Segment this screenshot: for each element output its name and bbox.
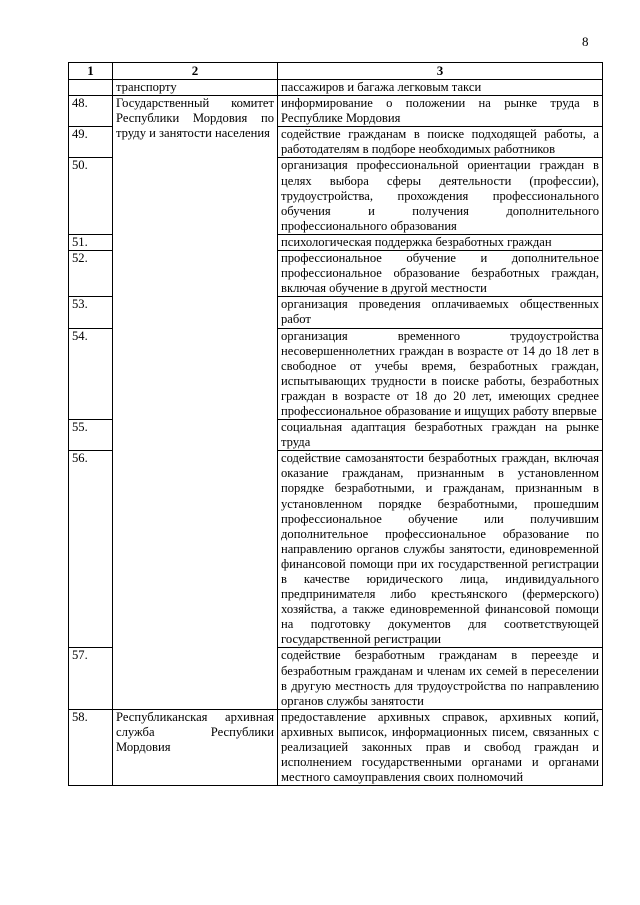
service-cell: предоставление архивных справок, архивных копий, архивных выписок, информационных писем, связанных с реализацией законных прав и свобод граждан и исполнением государственными органами и органами местного самоуправления своих полномочий — [278, 709, 603, 785]
service-cell: пассажиров и багажа легковым такси — [278, 80, 603, 96]
services-table — [68, 62, 603, 786]
continuation-row — [69, 80, 603, 96]
service-cell: социальная адаптация безработных граждан на рынке труда — [278, 420, 603, 451]
service-cell: психологическая поддержка безработных граждан — [278, 234, 603, 250]
row-number: 49. — [69, 127, 113, 158]
service-cell: содействие безработным гражданам в переезде и безработным гражданам и членам их семей в переселении в другую местность для трудоустройства по направлению органов службы занятости — [278, 648, 603, 709]
row-number: 55. — [69, 420, 113, 451]
row-number: 50. — [69, 158, 113, 234]
row-number — [69, 80, 113, 96]
service-cell: содействие самозанятости безработных граждан, включая оказание гражданам, признанным в установленном порядке безработными, и гражданам, признанным в установленном порядке безработными, прошедшим профессиональное обучение или получившим дополнительное профессиональное образование по направлению органов службы занятости, единовременной финансовой помощи при их государственной регистрации в качестве юридического лица, индивидуального предпринимателя либо крестьянского (фермерского) хозяйства, а также единовременной финансовой помощи на подготовку документов для соответствующей государственной регистрации — [278, 451, 603, 648]
service-cell: организация временного трудоустройства несовершеннолетних граждан в возрасте от 14 до 18 лет в свободное от учебы время, безработных граждан, испытывающих трудности в поиске работы, безработных граждан в возрасте от 18 до 20 лет, имеющих среднее профессиональное образование и ищущих работу впервые — [278, 328, 603, 420]
row-number: 53. — [69, 297, 113, 328]
page-number: 8 — [582, 34, 589, 49]
header-col-1: 1 — [69, 63, 113, 80]
row-number: 56. — [69, 451, 113, 648]
row-number: 57. — [69, 648, 113, 709]
header-col-3: 3 — [278, 63, 603, 80]
service-cell: содействие гражданам в поиске подходящей работы, а работодателям в подборе необходимых работников — [278, 127, 603, 158]
agency-cell: Республиканская архивная служба Республики Мордовия — [113, 709, 278, 785]
row-number: 52. — [69, 251, 113, 297]
row-number: 48. — [69, 96, 113, 127]
service-cell: информирование о положении на рынке труда в Республике Мордовия — [278, 96, 603, 127]
table-row — [69, 709, 603, 785]
agency-cell: Государственный комитет Республики Мордовия по труду и занятости населения — [113, 96, 278, 710]
agency-cell: транспорту — [113, 80, 278, 96]
service-cell: профессиональное обучение и дополнительное профессиональное образование безработных граждан, включая обучение в другой местности — [278, 251, 603, 297]
service-cell: организация профессиональной ориентации граждан в целях выбора сферы деятельности (профессии), трудоустройства, прохождения профессионального обучения и получения дополнительного профессионального образования — [278, 158, 603, 234]
row-number: 51. — [69, 234, 113, 250]
table-row — [69, 96, 603, 127]
header-row — [69, 63, 603, 80]
header-col-2: 2 — [113, 63, 278, 80]
row-number: 58. — [69, 709, 113, 785]
service-cell: организация проведения оплачиваемых общественных работ — [278, 297, 603, 328]
row-number: 54. — [69, 328, 113, 420]
